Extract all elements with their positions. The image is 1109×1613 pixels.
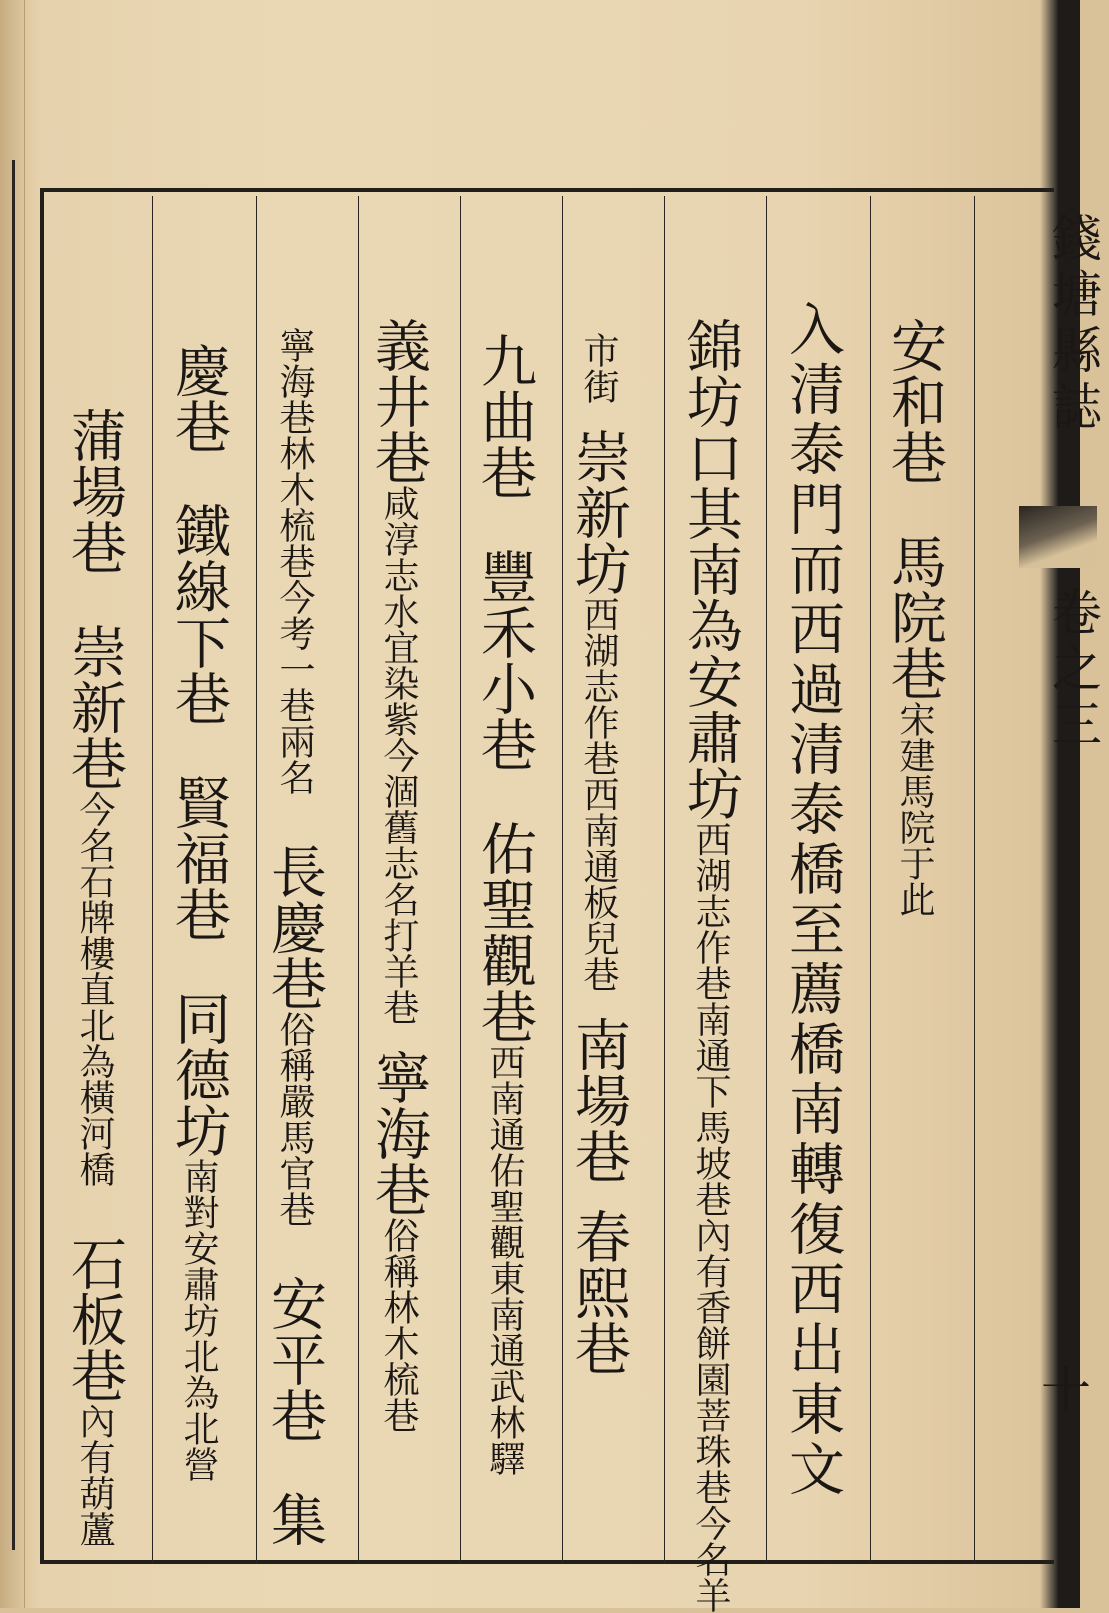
annotation: 寧海巷林木梳巷今考一巷兩名 xyxy=(274,327,315,795)
annotation: 咸淳志水宜染紫今涸舊志名打羊巷 xyxy=(378,485,419,1025)
main-text: 賢福巷 xyxy=(166,774,231,942)
main-text: 南場巷 xyxy=(566,1016,631,1184)
annotation: 西南通佑聖觀東南通武林驛 xyxy=(484,1044,525,1476)
text-column-1 xyxy=(882,317,947,917)
annotation: 內有葫蘆 xyxy=(74,1403,115,1547)
main-text: 慶巷 xyxy=(166,342,231,454)
annotation: 西湖志作巷南通下馬坡巷內有香餅園菩珠巷今名羊 xyxy=(690,821,731,1613)
main-text: 豐禾小巷 xyxy=(472,548,537,772)
previous-page-border xyxy=(12,160,15,1550)
main-text: 石板巷 xyxy=(62,1235,127,1403)
text-column-6 xyxy=(366,317,431,1433)
text-column-3 xyxy=(678,317,743,1613)
main-text: 同德坊 xyxy=(166,990,231,1158)
annotation: 南對安肅坊北為北營 xyxy=(178,1158,219,1482)
main-text: 集 xyxy=(262,1491,327,1547)
annotation: 今名石牌樓直北為橫河橋 xyxy=(74,791,115,1187)
folio-number: 十 xyxy=(1041,1362,1091,1420)
column-rule xyxy=(460,196,461,1564)
column-rule xyxy=(664,196,665,1564)
column-rule xyxy=(152,196,153,1564)
main-text: 春熙巷 xyxy=(566,1208,631,1376)
main-text: 錦坊口其南為安肅坊 xyxy=(678,317,743,821)
text-column-7 xyxy=(262,327,327,1547)
column-rule xyxy=(562,196,563,1564)
text-column-9 xyxy=(62,407,127,1547)
annotation: 西湖志作巷西南通板兒巷 xyxy=(578,596,619,992)
main-text: 蒲場巷 xyxy=(62,407,127,575)
book-title: 錢塘縣誌 xyxy=(1044,212,1102,436)
annotation: 市街 xyxy=(578,332,619,404)
column-rule xyxy=(358,196,359,1564)
main-text: 崇新坊 xyxy=(566,428,631,596)
main-text: 長慶巷 xyxy=(262,843,327,1011)
text-column-5 xyxy=(472,332,537,1476)
main-text: 鐵線下巷 xyxy=(166,502,231,726)
annotation: 俗稱林木梳巷 xyxy=(378,1217,419,1433)
column-rule xyxy=(766,196,767,1564)
main-text: 佑聖觀巷 xyxy=(472,820,537,1044)
text-column-4 xyxy=(566,332,631,1376)
main-text: 安和巷 xyxy=(882,317,947,485)
banxin-column xyxy=(1019,196,1102,1564)
main-text: 崇新巷 xyxy=(62,623,127,791)
volume-label: 卷之三 xyxy=(1044,586,1102,754)
printed-frame xyxy=(40,188,1102,1613)
text-column-2 xyxy=(780,300,845,1500)
main-text: 馬院巷 xyxy=(882,533,947,701)
main-text: 安平巷 xyxy=(262,1275,327,1443)
main-text: 義井巷 xyxy=(366,317,431,485)
column-rule xyxy=(974,196,975,1564)
main-text: 入清泰門而西過清泰橋至薦橋南轉復西出東文 xyxy=(780,300,845,1500)
column-rule xyxy=(256,196,257,1564)
annotation: 俗稱嚴馬官巷 xyxy=(274,1011,315,1227)
main-text: 寧海巷 xyxy=(366,1049,431,1217)
text-column-8 xyxy=(166,342,231,1482)
annotation: 宋建馬院于此 xyxy=(894,701,935,917)
column-rule xyxy=(870,196,871,1564)
main-text: 九曲巷 xyxy=(472,332,537,500)
fish-tail-mark xyxy=(1019,506,1097,568)
